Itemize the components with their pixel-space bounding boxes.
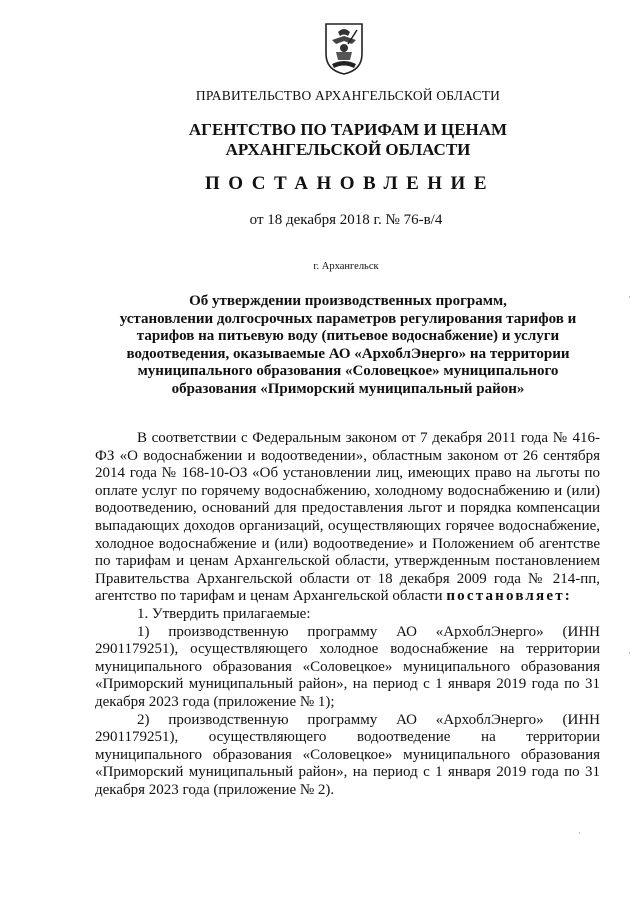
subject-line: образования «Приморский муниципальный район» (171, 380, 525, 397)
item-1-2: 2) производственную программу АО «АрхоблЭнерго» (ИНН 2901179251), осуществляющего водоотведение на территории муниципального образования «Соловецкое» муниципального образования «Приморский муниципальный район», на период с 1 января 2019 года по 31 декабря 2023 года (приложение № 2). (95, 711, 600, 798)
coat-of-arms-emblem (324, 22, 364, 76)
document-type: ПОСТАНОВЛЕНИЕ (204, 173, 496, 194)
document-body (95, 430, 600, 799)
scan-mark: · (578, 828, 581, 838)
subject-line: тарифов на питьевую воду (питьевое водоснабжение) и услуги (136, 328, 560, 345)
preamble-text: В соответствии с Федеральным законом от 7 декабря 2011 года № 416-ФЗ «О водоснабжении и водоотведении», областным законом от 26 сентября 2014 года № 168-10-ОЗ «Об установлении лиц, имеющих право на льготы по оплате услуг по горячему водоснабжению, холодному водоснабжению и (или) водоотведению, оснований для предоставления льгот и порядка компенсации выпадающих доходов организаций, осуществляющих горячее водоснабжение, холодное водоснабжение и (или) водоотведение» и Положением об агентстве по тарифам и ценам Архангельской области, утвержденным постановлением Правительства Архангельской области от 18 декабря 2009 года № 214-пп, агентство по тарифам и ценам Архангельской области (95, 430, 600, 605)
agency-name (28, 120, 640, 160)
item-1-1: 1) производственную программу АО «АрхоблЭнерго» (ИНН 2901179251), осуществляющего холодное водоснабжение на территории муниципального образования «Соловецкое» муниципального образования «Приморский муниципальный район», на период с 1 января 2019 года по 31 декабря 2023 года (приложение № 1); (95, 623, 600, 710)
subject-line: Об утверждении производственных программ, (189, 293, 507, 309)
document-subject (28, 293, 640, 399)
resolves-word: постановляет: (446, 588, 572, 605)
preamble-paragraph (95, 430, 600, 606)
agency-name-line1: АГЕНТСТВО ПО ТАРИФАМ И ЦЕНАМ (188, 120, 508, 139)
subject-line: муниципального образования «Соловецкое» муниципального (137, 363, 559, 380)
subject-line: водоотведения, оказываемые АО «АрхоблЭнерго» на территории (126, 345, 570, 362)
item-1: 1. Утвердить прилагаемые: (137, 605, 311, 622)
scan-mark: · (628, 292, 631, 302)
agency-name-line2: АРХАНГЕЛЬСКОЙ ОБЛАСТИ (225, 140, 471, 159)
document-date-number: от 18 декабря 2018 г. № 76-в/4 (249, 212, 443, 228)
document-city: г. Архангельск (313, 261, 379, 272)
scan-mark: · (628, 648, 631, 658)
government-name: ПРАВИТЕЛЬСТВО АРХАНГЕЛЬСКОЙ ОБЛАСТИ (195, 88, 501, 103)
subject-line: установлении долгосрочных параметров регулирования тарифов и (119, 310, 577, 327)
